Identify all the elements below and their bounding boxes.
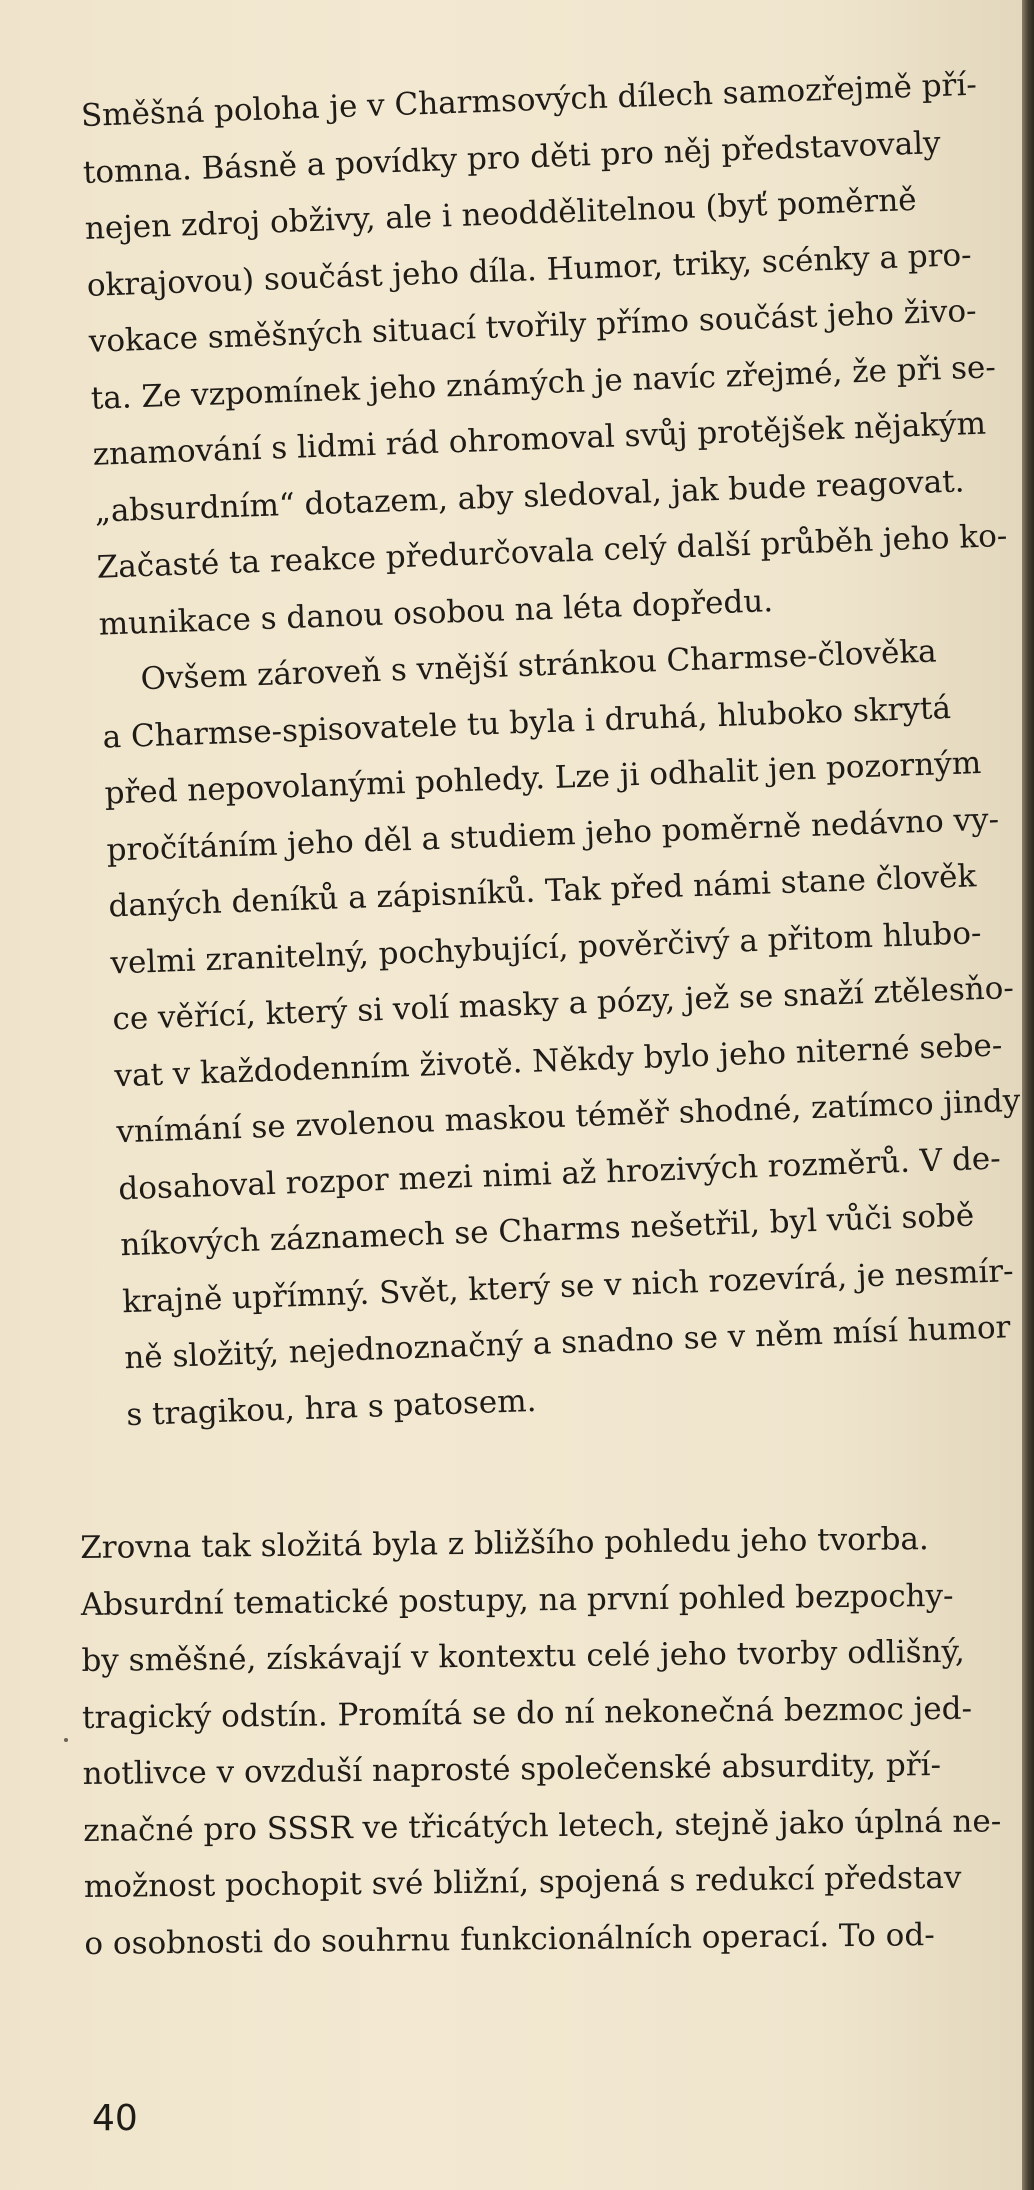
text-line: značné pro SSSR ve třicátých letech, stejně jako úplná ne- xyxy=(83,1802,1002,1849)
text-line: „absurdním“ dotazem, aby sledoval, jak bude reagovat. xyxy=(94,462,966,530)
text-line: tomna. Básně a povídky pro děti pro něj představovaly xyxy=(82,124,942,191)
text-line: notlivce v ovzduší naprosté společenské absurdity, pří- xyxy=(82,1746,942,1792)
text-line: velmi zranitelný, pochybující, pověrčivý a přitom hlubo- xyxy=(109,914,983,981)
text-line: Ovšem zároveň s vnější stránkou Charmse-člověka xyxy=(140,633,938,698)
text-line: krajně upřímný. Svět, který se v nich rozevírá, je nesmír- xyxy=(121,1252,1015,1320)
text-line: před nepovolanými pohledy. Lze ji odhalit jen pozorným xyxy=(104,744,982,812)
text-line: pročítáním jeho děl a studiem jeho poměrně nedávno vy- xyxy=(105,800,1000,869)
text-line: s tragikou, hra s patosem. xyxy=(125,1382,537,1433)
text-line: dosahoval rozpor mezi nimi až hrozivých rozměrů. V de- xyxy=(117,1140,1002,1207)
page-edge-shadow xyxy=(1022,0,1034,2190)
text-line: vnímání se zvolenou maskou téměř shodné, zatímco jindy xyxy=(115,1082,1021,1151)
text-block-upper xyxy=(80,55,1022,1443)
text-line: ta. Ze vzpomínek jeho známých je navíc zřejmé, že při se- xyxy=(90,348,997,417)
text-line: vat v každodenním životě. Někdy bylo jeho niterné sebe- xyxy=(113,1026,1003,1094)
text-block-lower xyxy=(80,1510,1022,1972)
page-number: 40 xyxy=(92,2098,138,2139)
text-line: o osobnosti do souhrnu funkcionálních operací. To od- xyxy=(84,1916,935,1962)
text-line: tragický odstín. Promítá se do ní nekonečná bezmoc jed- xyxy=(81,1690,973,1736)
text-line: možnost pochopit své bližní, spojená s redukcí představ xyxy=(83,1859,962,1905)
text-line: nejen zdroj obživy, ale i neoddělitelnou (byť poměrně xyxy=(84,181,918,247)
text-line: okrajovou) součást jeho díla. Humor, triky, scénky a pro- xyxy=(86,236,973,304)
text-line: daných deníků a zápisníků. Tak před námi stane člověk xyxy=(107,858,977,925)
paragraph-2 xyxy=(100,620,1022,1443)
text-line: munikace s danou osobou na léta dopředu. xyxy=(98,582,774,643)
text-line: Směšná poloha je v Charmsových dílech samozřejmě pří- xyxy=(80,66,978,134)
paragraph-1 xyxy=(80,55,1022,652)
text-line: Absurdní tematické postupy, na první pohled bezpochy- xyxy=(80,1577,954,1623)
paragraph-3 xyxy=(80,1510,1022,1972)
text-line: ně složitý, nejednoznačný a snadno se v něm mísí humor xyxy=(123,1309,1011,1377)
text-line: by směšné, získávají v kontextu celé jeho tvorby odlišný, xyxy=(81,1633,965,1679)
text-line: ce věřící, který si volí masky a pózy, jež se snaží ztělesňo- xyxy=(111,969,1015,1038)
text-line: níkových záznamech se Charms nešetřil, byl vůči sobě xyxy=(119,1197,975,1264)
paper-speck xyxy=(64,1738,68,1742)
text-line: Zrovna tak složitá byla z bližšího pohledu jeho tvorba. xyxy=(80,1521,929,1566)
text-line: vokace směšných situací tvořily přímo součást jeho živo- xyxy=(88,292,978,360)
text-line: a Charmse-spisovatele tu byla i druhá, hluboko skrytá xyxy=(102,689,952,756)
text-line: Začasté ta reakce předurčovala celý další průběh jeho ko- xyxy=(96,517,1008,586)
text-line: znamování s lidmi rád ohromoval svůj protějšek nějakým xyxy=(92,405,987,473)
